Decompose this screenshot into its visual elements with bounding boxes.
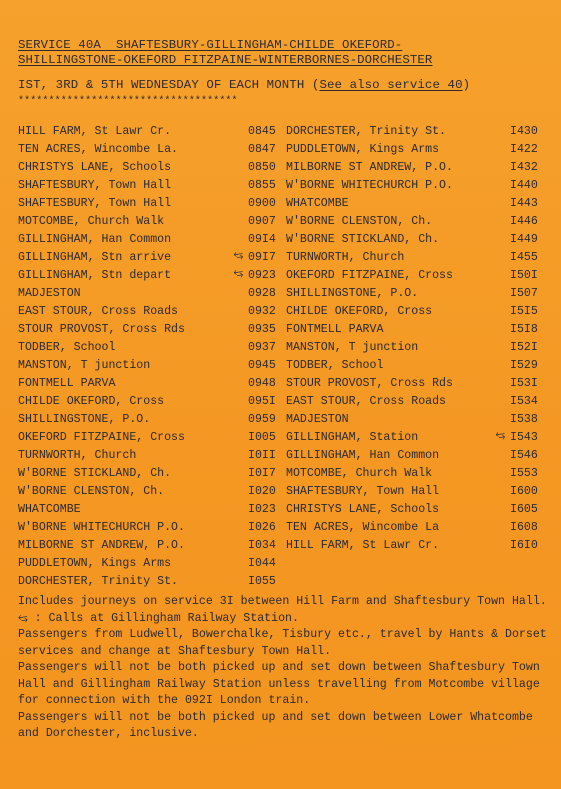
departure-time: I538 <box>510 413 538 426</box>
timetable-row <box>18 285 286 303</box>
stop-name: TEN ACRES, Wincombe La. <box>18 143 179 156</box>
timetable-row <box>286 375 548 393</box>
departure-time: I53I <box>510 377 538 390</box>
stop-name: MANSTON, T junction <box>286 341 419 354</box>
stop-name: SHILLINGSTONE, P.O. <box>18 413 151 426</box>
stop-name: TEN ACRES, Wincombe La <box>286 521 440 534</box>
timetable-row <box>286 483 548 501</box>
service-title-text-2: SHILLINGSTONE-OKEFORD FITZPAINE-WINTERBORNES-DORCHESTER <box>18 53 433 67</box>
departure-time: I432 <box>510 161 538 174</box>
stop-name: WHATCOMBE <box>18 503 81 516</box>
departure-time: 0959 <box>248 413 276 426</box>
service-title-text-1: SERVICE 40A SHAFTESBURY-GILLINGHAM-CHILDE OKEFORD- <box>18 38 403 52</box>
departure-time: I553 <box>510 467 538 480</box>
stop-name: GILLINGHAM, Han Common <box>18 233 172 246</box>
stop-name: W'BORNE CLENSTON, Ch. <box>286 215 433 228</box>
timetable-row <box>18 573 286 591</box>
timetable <box>18 123 549 591</box>
timetable-row <box>286 357 548 375</box>
note-railway-key <box>18 611 549 628</box>
timetable-row <box>18 447 286 465</box>
timetable-row <box>286 501 548 519</box>
timetable-row <box>286 141 548 159</box>
timetable-row <box>286 465 548 483</box>
departure-time: I5I5 <box>510 305 538 318</box>
notes <box>18 594 549 743</box>
departure-time: I600 <box>510 485 538 498</box>
departure-time: I449 <box>510 233 538 246</box>
outbound-column <box>18 123 286 591</box>
timetable-row <box>286 321 548 339</box>
departure-time: 09I4 <box>248 233 276 246</box>
closing-paren: ) <box>462 78 471 92</box>
stop-name: DORCHESTER, Trinity St. <box>286 125 447 138</box>
stop-name: MOTCOMBE, Church Walk <box>286 467 433 480</box>
departure-time: 0945 <box>248 359 276 372</box>
timetable-row <box>18 123 286 141</box>
see-also-reference: See also service 40 <box>319 78 463 92</box>
stop-name: CHILDE OKEFORD, Cross <box>18 395 165 408</box>
stop-name: W'BORNE WHITECHURCH P.O. <box>286 179 453 192</box>
stop-name: PUDDLETOWN, Kings Arms <box>18 557 172 570</box>
timetable-row <box>18 411 286 429</box>
departure-time: 0935 <box>248 323 276 336</box>
stop-name: W'BORNE WHITECHURCH P.O. <box>18 521 185 534</box>
stop-name: MADJESTON <box>286 413 349 426</box>
timetable-row <box>286 393 548 411</box>
stop-name: CHILDE OKEFORD, Cross <box>286 305 433 318</box>
departure-time: I055 <box>248 575 276 588</box>
departure-time: I422 <box>510 143 538 156</box>
departure-time: 0928 <box>248 287 276 300</box>
departure-time: I529 <box>510 359 538 372</box>
stop-name: TURNWORTH, Church <box>18 449 137 462</box>
timetable-row <box>18 555 286 573</box>
stop-name: GILLINGHAM, Station <box>286 431 419 444</box>
departure-time: I6I0 <box>510 539 538 552</box>
stop-name: MILBORNE ST ANDREW, P.O. <box>286 161 453 174</box>
inbound-column <box>286 123 548 591</box>
departure-time: I026 <box>248 521 276 534</box>
timetable-row <box>18 303 286 321</box>
timetable-row <box>18 159 286 177</box>
stop-name: EAST STOUR, Cross Roads <box>18 305 179 318</box>
stop-name: PUDDLETOWN, Kings Arms <box>286 143 440 156</box>
timetable-row <box>286 339 548 357</box>
departure-time: I5I8 <box>510 323 538 336</box>
departure-time: I546 <box>510 449 538 462</box>
stop-name: W'BORNE CLENSTON, Ch. <box>18 485 165 498</box>
stop-name: GILLINGHAM, Stn depart <box>18 269 172 282</box>
stop-name: GILLINGHAM, Han Common <box>286 449 440 462</box>
stop-name: GILLINGHAM, Stn arrive <box>18 251 172 264</box>
railway-symbol-icon: ⥃ <box>233 265 245 281</box>
stop-name: MOTCOMBE, Church Walk <box>18 215 165 228</box>
departure-time: I608 <box>510 521 538 534</box>
timetable-row <box>286 267 548 285</box>
stop-name: SHAFTESBURY, Town Hall <box>286 485 440 498</box>
stop-name: DORCHESTER, Trinity St. <box>18 575 179 588</box>
departure-time: 095I <box>248 395 276 408</box>
stop-name: FONTMELL PARVA <box>18 377 116 390</box>
timetable-row <box>18 375 286 393</box>
departure-time: I446 <box>510 215 538 228</box>
star-divider: ************************************ <box>18 96 238 107</box>
departure-time: I023 <box>248 503 276 516</box>
railway-symbol-icon: ⥃ <box>233 247 245 263</box>
departure-time: I034 <box>248 539 276 552</box>
stop-name: CHRISTYS LANE, Schools <box>286 503 440 516</box>
stop-name: CHRISTYS LANE, Schools <box>18 161 172 174</box>
stop-name: HILL FARM, St Lawr Cr. <box>18 125 172 138</box>
timetable-row <box>286 303 548 321</box>
departure-time: 0907 <box>248 215 276 228</box>
railway-symbol-icon: ⥃ <box>17 609 29 626</box>
timetable-row <box>286 519 548 537</box>
stop-name: WHATCOMBE <box>286 197 349 210</box>
departure-time: I605 <box>510 503 538 516</box>
note-restriction-gillingham: Passengers will not be both picked up and set down between Shaftesbury Town Hall and Gillingham Railway Station unless travelling from Motcombe village for connection with the 092I London train. <box>18 661 540 707</box>
railway-symbol-icon: ⥃ <box>495 427 507 443</box>
departure-time: I0II <box>248 449 276 462</box>
departure-time: 0948 <box>248 377 276 390</box>
departure-time: I455 <box>510 251 538 264</box>
note-connections: Passengers from Ludwell, Bowerchalke, Tisbury etc., travel by Hants & Dorset services and change at Shaftesbury Town Hall. <box>18 628 547 658</box>
stop-name: FONTMELL PARVA <box>286 323 384 336</box>
timetable-row <box>286 429 548 447</box>
departure-time: 0847 <box>248 143 276 156</box>
stop-name: TURNWORTH, Church <box>286 251 405 264</box>
stop-name: OKEFORD FITZPAINE, Cross <box>286 269 453 282</box>
stop-name: TODBER, School <box>18 341 116 354</box>
timetable-row <box>286 177 548 195</box>
departure-time: I440 <box>510 179 538 192</box>
stop-name: SHAFTESBURY, Town Hall <box>18 197 172 210</box>
departure-time: I443 <box>510 197 538 210</box>
timetable-row <box>286 249 548 267</box>
timetable-row <box>18 177 286 195</box>
timetable-row <box>286 537 548 555</box>
departure-time: I543 <box>510 431 538 444</box>
note-restriction-dorchester: Passengers will not be both picked up and set down between Lower Whatcombe and Dorchester, inclusive. <box>18 710 533 740</box>
service-title-line-1 <box>18 38 549 53</box>
timetable-row <box>18 141 286 159</box>
stop-name: MANSTON, T junction <box>18 359 151 372</box>
departure-time: I50I <box>510 269 538 282</box>
departure-time: I430 <box>510 125 538 138</box>
stop-name: SHAFTESBURY, Town Hall <box>18 179 172 192</box>
departure-time: I005 <box>248 431 276 444</box>
departure-time: I0I7 <box>248 467 276 480</box>
departure-time: 0900 <box>248 197 276 210</box>
stop-name: EAST STOUR, Cross Roads <box>286 395 447 408</box>
timetable-row <box>18 519 286 537</box>
note-service-31: Includes journeys on service 3I between Hill Farm and Shaftesbury Town Hall. <box>18 595 547 608</box>
departure-time: 0932 <box>248 305 276 318</box>
timetable-row <box>286 447 548 465</box>
timetable-row <box>286 195 548 213</box>
stop-name: SHILLINGSTONE, P.O. <box>286 287 419 300</box>
header <box>18 38 549 107</box>
departure-time: 0845 <box>248 125 276 138</box>
timetable-row <box>18 339 286 357</box>
timetable-row <box>286 231 548 249</box>
timetable-row <box>286 213 548 231</box>
operating-days: IST, 3RD & 5TH WEDNESDAY OF EACH MONTH ( <box>18 78 320 92</box>
timetable-row <box>286 123 548 141</box>
departure-time: 0850 <box>248 161 276 174</box>
departure-time: 0923 <box>248 269 276 282</box>
departure-time: 0855 <box>248 179 276 192</box>
timetable-row <box>18 501 286 519</box>
timetable-row <box>18 213 286 231</box>
timetable-row <box>286 159 548 177</box>
timetable-row <box>286 285 548 303</box>
railway-key-text: : Calls at Gillingham Railway Station. <box>34 611 299 625</box>
timetable-row <box>18 465 286 483</box>
stop-name: STOUR PROVOST, Cross Rds <box>18 323 185 336</box>
departure-time: I044 <box>248 557 276 570</box>
timetable-row <box>18 321 286 339</box>
departure-time: 0937 <box>248 341 276 354</box>
departure-time: I534 <box>510 395 538 408</box>
stop-name: MILBORNE ST ANDREW, P.O. <box>18 539 185 552</box>
operating-days-line <box>18 78 549 93</box>
departure-time: 09I7 <box>248 251 276 264</box>
stop-name: HILL FARM, St Lawr Cr. <box>286 539 440 552</box>
timetable-row <box>18 483 286 501</box>
timetable-row <box>18 195 286 213</box>
timetable-row <box>18 231 286 249</box>
stop-name: W'BORNE STICKLAND, Ch. <box>286 233 440 246</box>
timetable-row <box>18 357 286 375</box>
departure-time: I507 <box>510 287 538 300</box>
timetable-row <box>18 429 286 447</box>
stop-name: MADJESTON <box>18 287 81 300</box>
stop-name: STOUR PROVOST, Cross Rds <box>286 377 453 390</box>
stop-name: TODBER, School <box>286 359 384 372</box>
service-title-line-2 <box>18 53 549 68</box>
stop-name: OKEFORD FITZPAINE, Cross <box>18 431 185 444</box>
stop-name: W'BORNE STICKLAND, Ch. <box>18 467 172 480</box>
timetable-row <box>18 267 286 285</box>
timetable-row <box>286 411 548 429</box>
timetable-row <box>18 393 286 411</box>
timetable-row <box>18 537 286 555</box>
departure-time: I020 <box>248 485 276 498</box>
timetable-row <box>18 249 286 267</box>
departure-time: I52I <box>510 341 538 354</box>
